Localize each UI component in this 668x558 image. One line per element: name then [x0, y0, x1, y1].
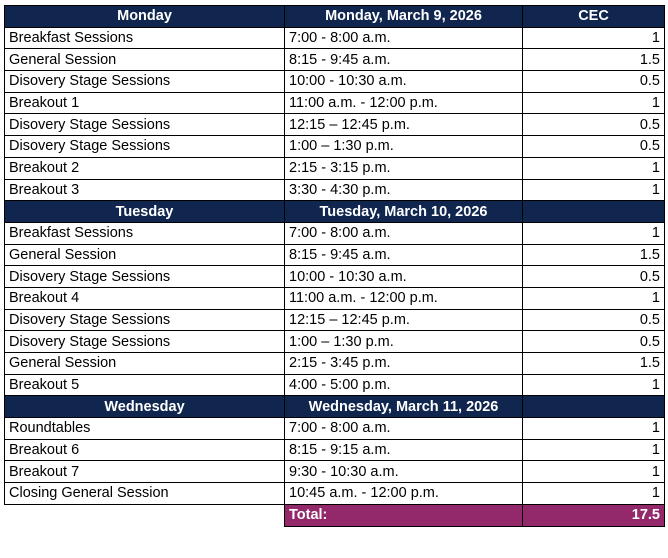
cec-column-header: CEC — [523, 6, 665, 28]
session-cec: 1 — [523, 27, 665, 49]
session-time: 12:15 – 12:45 p.m. — [285, 114, 523, 136]
schedule-body — [5, 6, 665, 527]
session-name: Breakout 3 — [5, 179, 285, 201]
session-cec: 1 — [523, 418, 665, 440]
session-time: 10:00 - 10:30 a.m. — [285, 71, 523, 93]
total-spacer — [5, 504, 285, 526]
session-name: Breakout 5 — [5, 374, 285, 396]
session-row — [5, 136, 665, 158]
session-cec: 1 — [523, 157, 665, 179]
session-cec: 1 — [523, 483, 665, 505]
session-name: Closing General Session — [5, 483, 285, 505]
session-cec: 0.5 — [523, 331, 665, 353]
session-time: 1:00 – 1:30 p.m. — [285, 331, 523, 353]
session-time: 2:15 - 3:45 p.m. — [285, 353, 523, 375]
session-cec: 1 — [523, 374, 665, 396]
session-time: 12:15 – 12:45 p.m. — [285, 309, 523, 331]
day-header-row — [5, 396, 665, 418]
session-cec: 1 — [523, 179, 665, 201]
session-row — [5, 309, 665, 331]
day-date: Tuesday, March 10, 2026 — [285, 201, 523, 223]
session-name: General Session — [5, 353, 285, 375]
session-name: Breakout 2 — [5, 157, 285, 179]
session-time: 8:15 - 9:45 a.m. — [285, 49, 523, 71]
session-row — [5, 374, 665, 396]
total-row — [5, 504, 665, 526]
total-label: Total: — [285, 504, 523, 526]
day-date: Monday, March 9, 2026 — [285, 6, 523, 28]
session-row — [5, 114, 665, 136]
session-time: 1:00 – 1:30 p.m. — [285, 136, 523, 158]
session-name: Disovery Stage Sessions — [5, 71, 285, 93]
session-time: 10:00 - 10:30 a.m. — [285, 266, 523, 288]
day-name: Monday — [5, 6, 285, 28]
session-row — [5, 483, 665, 505]
session-name: Breakfast Sessions — [5, 222, 285, 244]
cec-header-blank — [523, 396, 665, 418]
session-cec: 0.5 — [523, 136, 665, 158]
session-row — [5, 179, 665, 201]
session-time: 4:00 - 5:00 p.m. — [285, 374, 523, 396]
session-time: 7:00 - 8:00 a.m. — [285, 418, 523, 440]
session-row — [5, 27, 665, 49]
session-name: Disovery Stage Sessions — [5, 114, 285, 136]
session-row — [5, 418, 665, 440]
session-name: Breakout 7 — [5, 461, 285, 483]
total-value: 17.5 — [523, 504, 665, 526]
session-name: General Session — [5, 244, 285, 266]
session-cec: 1.5 — [523, 244, 665, 266]
session-time: 7:00 - 8:00 a.m. — [285, 222, 523, 244]
session-name: Disovery Stage Sessions — [5, 266, 285, 288]
cec-schedule-table — [4, 5, 665, 527]
session-time: 10:45 a.m. - 12:00 p.m. — [285, 483, 523, 505]
session-cec: 1.5 — [523, 353, 665, 375]
session-time: 3:30 - 4:30 p.m. — [285, 179, 523, 201]
session-row — [5, 49, 665, 71]
session-row — [5, 331, 665, 353]
day-name: Tuesday — [5, 201, 285, 223]
session-time: 8:15 - 9:45 a.m. — [285, 244, 523, 266]
session-time: 2:15 - 3:15 p.m. — [285, 157, 523, 179]
session-cec: 0.5 — [523, 266, 665, 288]
session-row — [5, 92, 665, 114]
session-row — [5, 157, 665, 179]
session-row — [5, 71, 665, 93]
session-row — [5, 461, 665, 483]
session-cec: 1 — [523, 439, 665, 461]
session-row — [5, 266, 665, 288]
session-name: Breakout 4 — [5, 287, 285, 309]
session-row — [5, 439, 665, 461]
day-date: Wednesday, March 11, 2026 — [285, 396, 523, 418]
session-row — [5, 287, 665, 309]
session-name: Roundtables — [5, 418, 285, 440]
session-time: 9:30 - 10:30 a.m. — [285, 461, 523, 483]
session-cec: 1.5 — [523, 49, 665, 71]
session-cec: 0.5 — [523, 71, 665, 93]
session-cec: 0.5 — [523, 309, 665, 331]
session-name: Breakfast Sessions — [5, 27, 285, 49]
day-header-row — [5, 201, 665, 223]
session-row — [5, 353, 665, 375]
session-time: 11:00 a.m. - 12:00 p.m. — [285, 92, 523, 114]
session-cec: 1 — [523, 287, 665, 309]
session-time: 8:15 - 9:15 a.m. — [285, 439, 523, 461]
session-name: Disovery Stage Sessions — [5, 331, 285, 353]
session-name: Breakout 6 — [5, 439, 285, 461]
session-row — [5, 244, 665, 266]
session-name: General Session — [5, 49, 285, 71]
day-name: Wednesday — [5, 396, 285, 418]
session-row — [5, 222, 665, 244]
session-time: 11:00 a.m. - 12:00 p.m. — [285, 287, 523, 309]
session-cec: 1 — [523, 92, 665, 114]
day-header-row — [5, 6, 665, 28]
session-name: Disovery Stage Sessions — [5, 136, 285, 158]
session-cec: 1 — [523, 222, 665, 244]
session-cec: 0.5 — [523, 114, 665, 136]
session-name: Disovery Stage Sessions — [5, 309, 285, 331]
session-cec: 1 — [523, 461, 665, 483]
cec-header-blank — [523, 201, 665, 223]
session-name: Breakout 1 — [5, 92, 285, 114]
session-time: 7:00 - 8:00 a.m. — [285, 27, 523, 49]
